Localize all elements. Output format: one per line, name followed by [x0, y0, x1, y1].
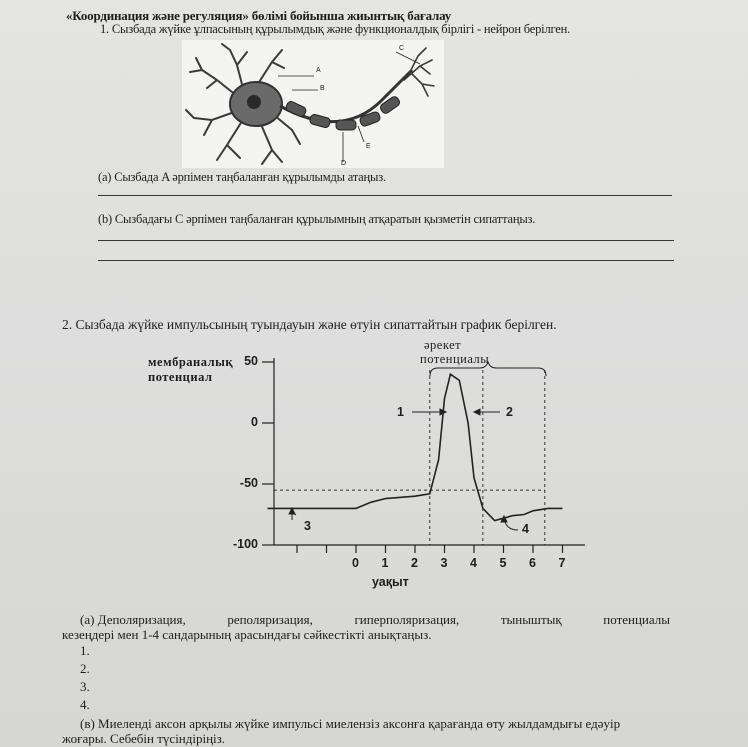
x-tick-label: 7	[558, 556, 566, 570]
q2a-term-4: тыныштық	[500, 612, 562, 627]
x-tick-label: 5	[499, 556, 507, 570]
bracket-label-line1: әрекет	[424, 338, 462, 352]
question-2a-line1	[80, 612, 670, 628]
page-header: «Координация және регуляция» бөлімі бойынша жиынтық бағалау	[66, 8, 452, 23]
question-2-text: 2. Сызбада жүйке импульсының туындауын және өтуін сипаттайтын график берілген.	[62, 317, 557, 332]
question-2b-line2: жоғары. Себебін түсіндіріңіз.	[62, 731, 226, 746]
label-e: E	[366, 143, 371, 150]
question-2a-line2: кезеңдері мен 1-4 сандарының арасындағы сәйкестікті анықтаңыз.	[62, 627, 432, 642]
label-c: C	[399, 45, 405, 52]
y-tick-label: 50	[244, 354, 258, 368]
x-tick-label: 1	[381, 556, 389, 570]
y-tick-label: 0	[251, 415, 258, 429]
x-axis-label: уақыт	[372, 575, 409, 589]
membrane-potential-line	[268, 374, 563, 520]
question-1-text: 1. Сызбада жүйке ұлпасының құрылымдық және функционалдық бірлігі - нейрон берілген.	[100, 22, 571, 36]
label-d: D	[341, 160, 347, 167]
question-2b-line1: (в) Миеленді аксон арқылы жүйке импульсі миелензіз аксонға қарағанда өту жылдамдығы едәуір	[80, 716, 621, 731]
bracket-label-line2: потенциалы	[420, 352, 490, 366]
x-tick-label: 4	[470, 556, 477, 570]
answer-1[interactable]: 1.	[80, 643, 90, 658]
q2a-term-1: (a) Деполяризация,	[80, 612, 186, 627]
marker-4: 4	[522, 522, 529, 536]
question-1b: (b) Сызбадағы С әрпімен таңбаланған құрылымның атқаратын қызметін сипаттаңыз.	[98, 212, 536, 226]
action-potential-bracket	[430, 362, 546, 376]
x-tick-label: 6	[529, 556, 536, 570]
label-b: B	[320, 85, 325, 92]
answer-2[interactable]: 2.	[80, 661, 90, 676]
x-tick-label: 0	[352, 556, 359, 570]
marker-2: 2	[506, 405, 513, 419]
q2a-term-5: потенциалы	[603, 612, 670, 627]
marker-3: 3	[304, 519, 311, 533]
y-tick-label: -100	[232, 537, 258, 551]
y-axis-label-line1: мембраналық	[148, 355, 234, 369]
y-axis-label-line2: потенциал	[148, 370, 213, 384]
y-tick-label: -50	[239, 476, 258, 490]
x-tick-label: 3	[440, 556, 448, 570]
answer-4[interactable]: 4.	[80, 697, 90, 712]
question-1a: (a) Сызбада A әрпімен таңбаланған құрылымды атаңыз.	[98, 170, 386, 184]
q2a-term-2: реполяризация,	[227, 612, 313, 627]
label-a: A	[316, 67, 321, 74]
q2a-term-3: гиперполяризация,	[354, 612, 460, 627]
answer-3[interactable]: 3.	[80, 679, 90, 694]
x-tick-label: 2	[411, 556, 418, 570]
marker-1: 1	[397, 405, 404, 419]
